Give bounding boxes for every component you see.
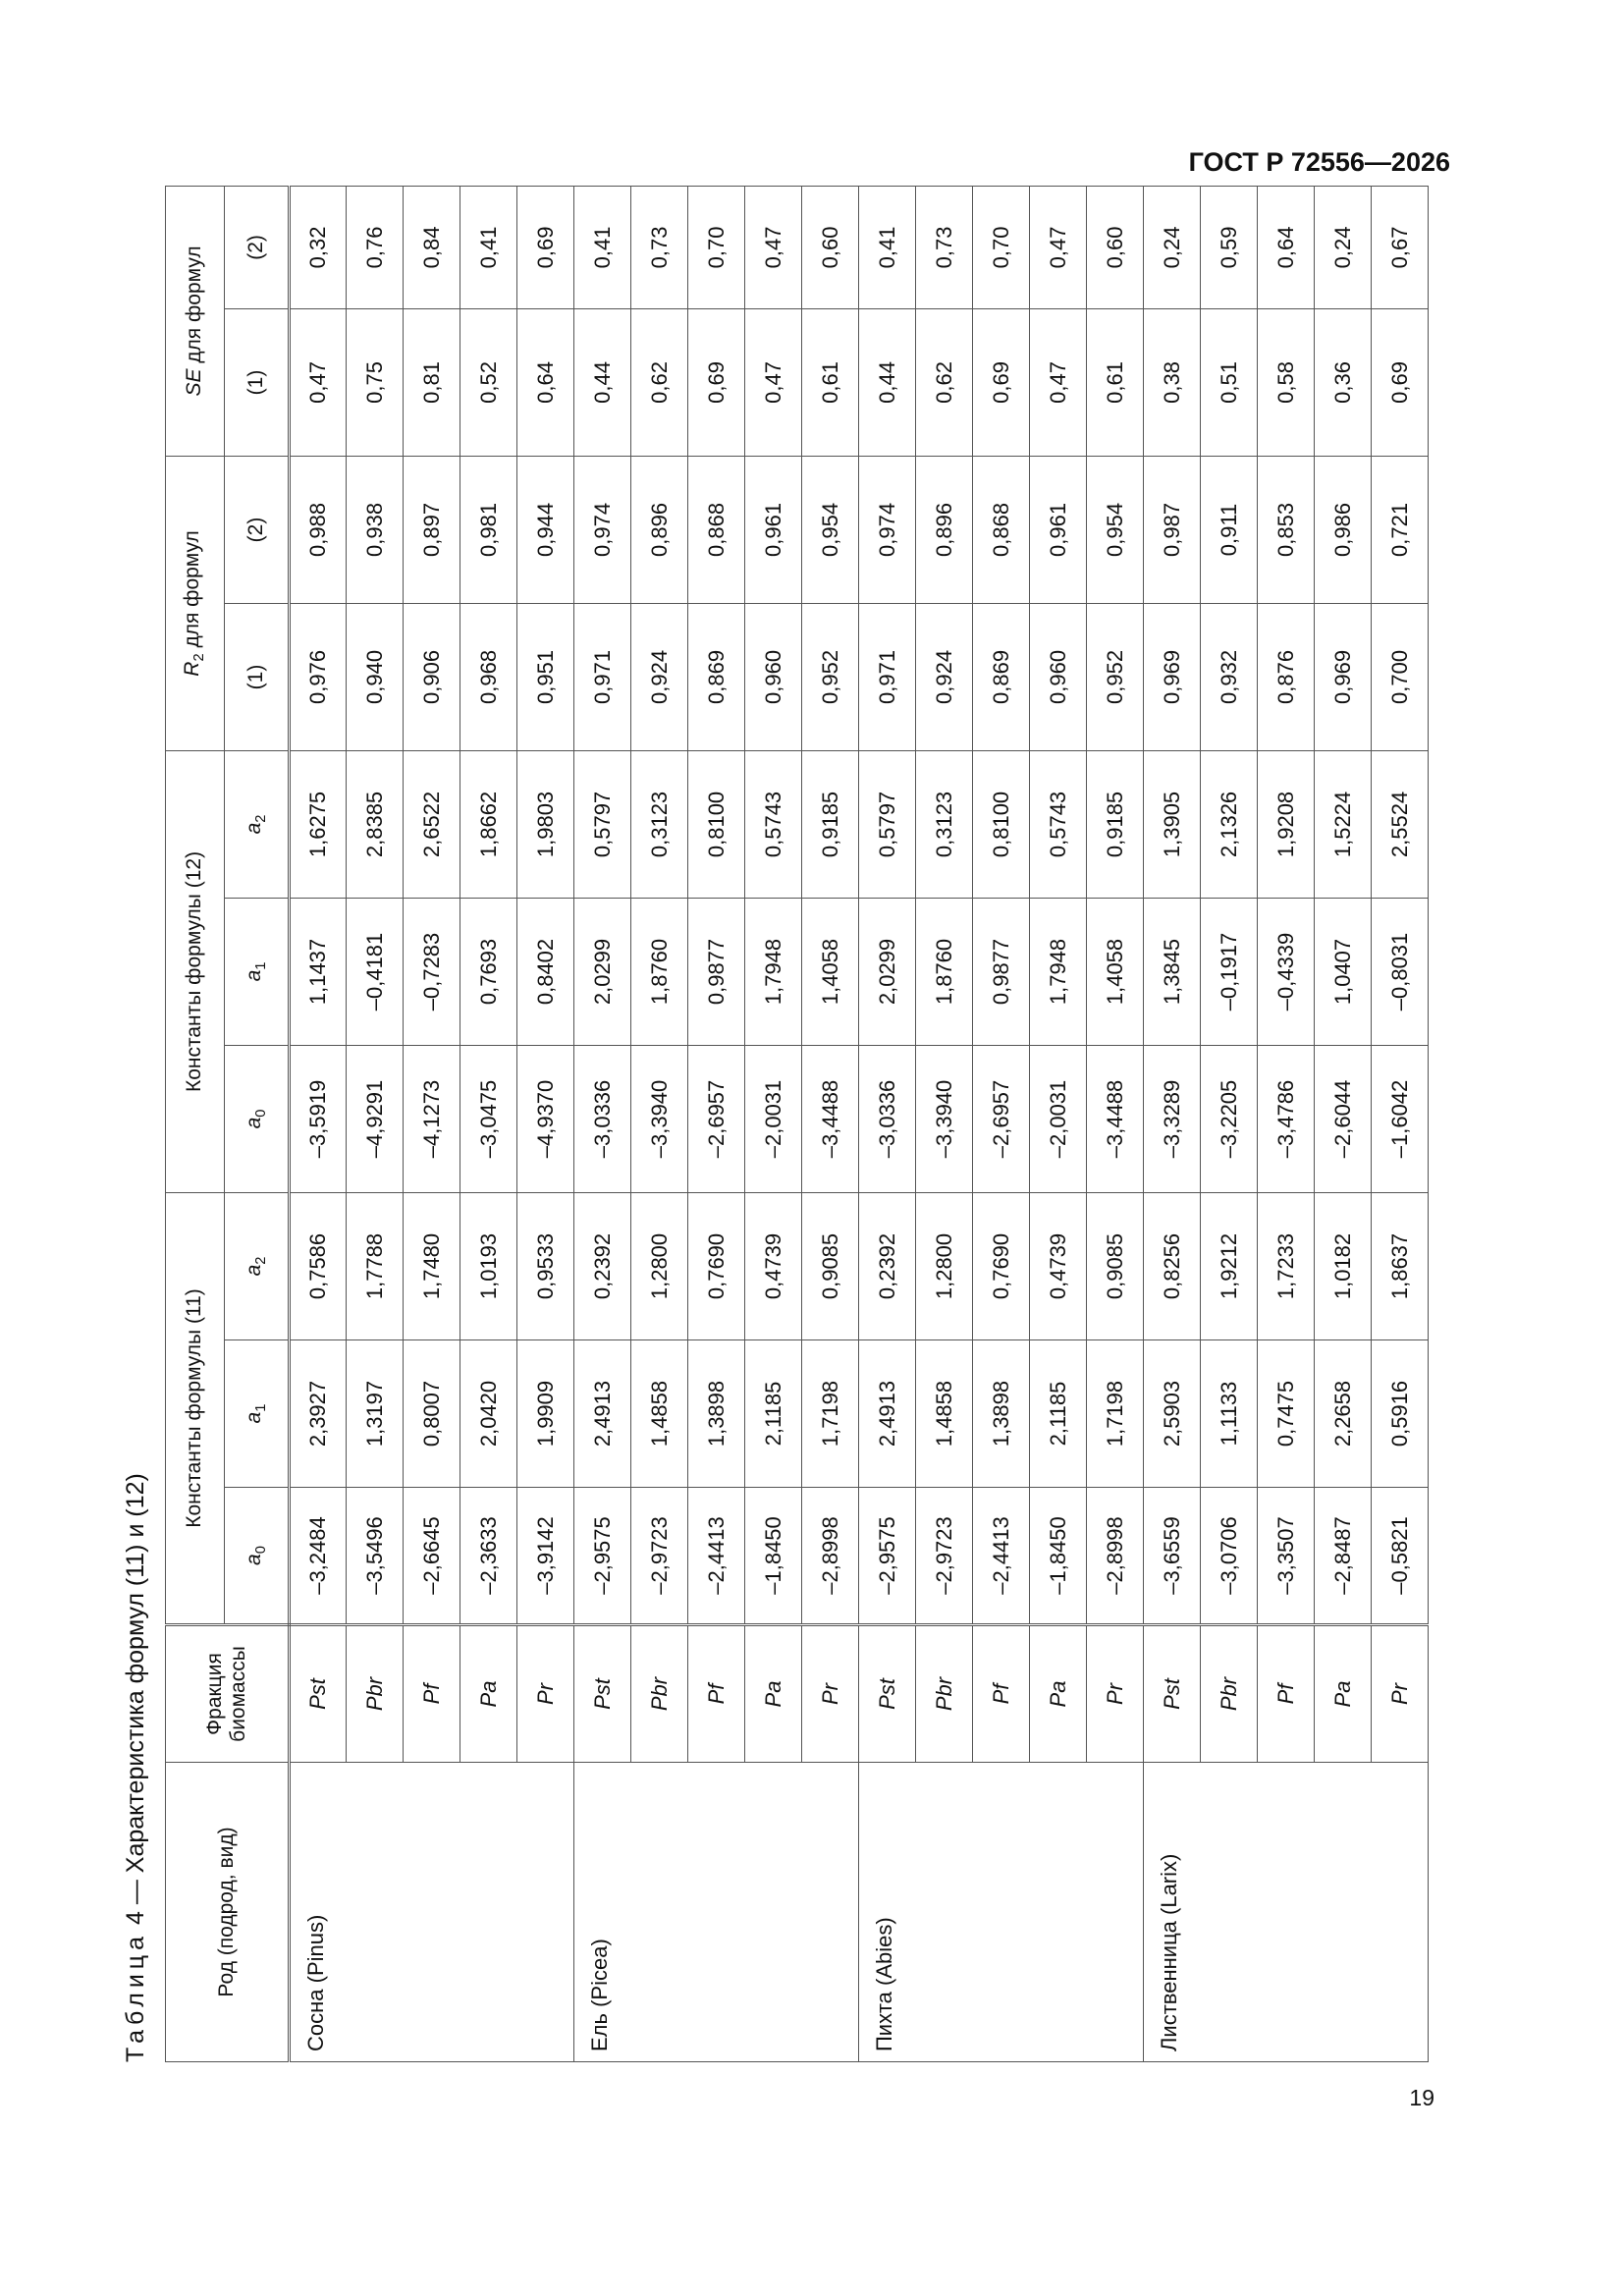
table-caption [108, 1473, 163, 2062]
a2-f12-cell: 2,5524 [1372, 750, 1429, 898]
fraction-cell: Pbr [631, 1625, 688, 1763]
se-f2-cell: 0,70 [688, 186, 745, 308]
se-f2-cell: 0,84 [404, 186, 460, 308]
se-f1-cell: 0,47 [1030, 308, 1087, 456]
a1-f12-cell: 0,9877 [973, 898, 1030, 1045]
se-f1-cell: 0,47 [745, 308, 802, 456]
a0-f12-cell: –3,3940 [631, 1045, 688, 1192]
page-number: 19 [1409, 2085, 1434, 2110]
a2-f11-cell: 1,2800 [916, 1192, 973, 1339]
a0-f12-cell: –4,1273 [404, 1045, 460, 1192]
r2-f1-cell: 0,960 [1030, 603, 1087, 750]
header-group-formula-11: Константы формулы (11) [166, 1192, 225, 1624]
a0-f12-cell: –2,0031 [745, 1045, 802, 1192]
a1-f11-cell: 2,1185 [745, 1340, 802, 1488]
r2-f2-cell: 0,961 [745, 456, 802, 603]
fraction-cell: Pa [745, 1625, 802, 1763]
fraction-cell: Pbr [916, 1625, 973, 1763]
se-f1-cell: 0,44 [859, 308, 916, 456]
r2-f1-cell: 0,951 [517, 603, 574, 750]
a2-f12-cell: 0,5797 [859, 750, 916, 898]
se-f1-cell: 0,61 [1087, 308, 1144, 456]
r2-f2-cell: 0,961 [1030, 456, 1087, 603]
se-f2-cell: 0,60 [1087, 186, 1144, 308]
a1-f11-cell: 2,1185 [1030, 1340, 1087, 1488]
a0-f12-cell: –2,6957 [973, 1045, 1030, 1192]
r2-f1-cell: 0,968 [460, 603, 517, 750]
a2-f11-cell: 1,7480 [404, 1192, 460, 1339]
r2-f1-cell: 0,940 [347, 603, 404, 750]
se-f2-cell: 0,32 [290, 186, 347, 308]
r2-f1-cell: 0,924 [916, 603, 973, 750]
r2-text: для формул [181, 530, 204, 654]
a0-f11-cell: –2,8998 [802, 1488, 859, 1625]
se-f1-cell: 0,61 [802, 308, 859, 456]
a2-f12-cell: 0,8100 [973, 750, 1030, 898]
a0-f11-cell: –2,9723 [916, 1488, 973, 1625]
a2-f11-cell: 0,2392 [574, 1192, 631, 1339]
a1-f12-cell: 1,1437 [290, 898, 347, 1045]
a1-f12-cell: 2,0299 [859, 898, 916, 1045]
a2-f12-cell: 2,1326 [1201, 750, 1258, 898]
a0-f11-cell: –2,8998 [1087, 1488, 1144, 1625]
a2-f12-cell: 0,3123 [631, 750, 688, 898]
r2-symbol: R [181, 661, 204, 677]
a0-f12-cell: –3,4488 [1087, 1045, 1144, 1192]
a0-f11-cell: –3,3507 [1258, 1488, 1315, 1625]
a2-f12-cell: 0,5743 [1030, 750, 1087, 898]
se-f2-cell: 0,73 [916, 186, 973, 308]
se-f2-cell: 0,69 [517, 186, 574, 308]
r2-f1-cell: 0,869 [973, 603, 1030, 750]
a2-f12-cell: 1,6275 [290, 750, 347, 898]
a2-f12-cell: 0,5797 [574, 750, 631, 898]
a0-f12-cell: –3,3940 [916, 1045, 973, 1192]
header-genus: Род (подрод, вид) [166, 1763, 290, 2062]
se-f2-cell: 0,47 [745, 186, 802, 308]
r2-f1-cell: 0,876 [1258, 603, 1315, 750]
r2-f1-cell: 0,869 [688, 603, 745, 750]
se-f1-cell: 0,44 [574, 308, 631, 456]
se-f2-cell: 0,60 [802, 186, 859, 308]
fraction-cell: Pf [973, 1625, 1030, 1763]
a1-f12-cell: 1,7948 [745, 898, 802, 1045]
fraction-cell: Pst [1144, 1625, 1201, 1763]
a1-f11-cell: 2,2658 [1315, 1340, 1372, 1488]
r2-f1-cell: 0,932 [1201, 603, 1258, 750]
header-fraction: Фракция биомассы [166, 1625, 290, 1763]
a2-f11-cell: 0,9085 [1087, 1192, 1144, 1339]
a1-f11-cell: 0,5916 [1372, 1340, 1429, 1488]
a2-f11-cell: 0,7586 [290, 1192, 347, 1339]
genus-cell: Сосна (Pinus) [290, 1763, 574, 2062]
a1-f11-cell: 2,0420 [460, 1340, 517, 1488]
se-f1-cell: 0,75 [347, 308, 404, 456]
a2-f12-cell: 0,8100 [688, 750, 745, 898]
se-f2-cell: 0,76 [347, 186, 404, 308]
a0-f12-cell: –3,2205 [1201, 1045, 1258, 1192]
fraction-cell: Pa [460, 1625, 517, 1763]
se-f1-cell: 0,58 [1258, 308, 1315, 456]
se-f1-cell: 0,62 [631, 308, 688, 456]
r2-f1-cell: 0,952 [802, 603, 859, 750]
a2-f11-cell: 1,9212 [1201, 1192, 1258, 1339]
se-f2-cell: 0,59 [1201, 186, 1258, 308]
a0-f12-cell: –1,6042 [1372, 1045, 1429, 1192]
a0-f12-cell: –2,6957 [688, 1045, 745, 1192]
a1-f11-cell: 2,3927 [290, 1340, 347, 1488]
a0-f12-cell: –2,6044 [1315, 1045, 1372, 1192]
r2-f1-cell: 0,971 [859, 603, 916, 750]
a2-f12-cell: 1,3905 [1144, 750, 1201, 898]
r2-subscript: 2 [191, 653, 208, 662]
header-a0-f11: $a_0$ [225, 1488, 290, 1625]
se-f2-cell: 0,67 [1372, 186, 1429, 308]
fraction-cell: Pf [404, 1625, 460, 1763]
fraction-cell: Pr [517, 1625, 574, 1763]
r2-f2-cell: 0,938 [347, 456, 404, 603]
a2-f12-cell: 0,9185 [802, 750, 859, 898]
fraction-cell: Pr [1087, 1625, 1144, 1763]
a1-f12-cell: 1,4058 [1087, 898, 1144, 1045]
header-a0-f12: $a_0$ [225, 1045, 290, 1192]
header-group-formula-12: Константы формулы (12) [166, 750, 225, 1192]
r2-f2-cell: 0,911 [1201, 456, 1258, 603]
r2-f2-cell: 0,853 [1258, 456, 1315, 603]
r2-f2-cell: 0,986 [1315, 456, 1372, 603]
document-header: ГОСТ Р 72556—2026 [1188, 147, 1450, 177]
a2-f11-cell: 0,4739 [1030, 1192, 1087, 1339]
a0-f11-cell: –2,9575 [859, 1488, 916, 1625]
a1-f11-cell: 2,4913 [574, 1340, 631, 1488]
a2-f12-cell: 2,8385 [347, 750, 404, 898]
a0-f12-cell: –3,4488 [802, 1045, 859, 1192]
a1-f11-cell: 1,3898 [973, 1340, 1030, 1488]
r2-f2-cell: 0,721 [1372, 456, 1429, 603]
a1-f12-cell: –0,8031 [1372, 898, 1429, 1045]
a2-f11-cell: 0,2392 [859, 1192, 916, 1339]
fraction-cell: Pr [1372, 1625, 1429, 1763]
a2-f12-cell: 0,5743 [745, 750, 802, 898]
a2-f11-cell: 0,9533 [517, 1192, 574, 1339]
r2-f2-cell: 0,896 [916, 456, 973, 603]
se-f2-cell: 0,47 [1030, 186, 1087, 308]
a0-f11-cell: –2,8487 [1315, 1488, 1372, 1625]
genus-cell: Пихта (Abies) [859, 1763, 1144, 2062]
header-a1-f12: $a_1$ [225, 898, 290, 1045]
a0-f11-cell: –1,8450 [745, 1488, 802, 1625]
a0-f11-cell: –2,9723 [631, 1488, 688, 1625]
a0-f11-cell: –2,4413 [973, 1488, 1030, 1625]
se-f1-cell: 0,69 [1372, 308, 1429, 456]
se-f2-cell: 0,41 [574, 186, 631, 308]
a0-f11-cell: –3,6559 [1144, 1488, 1201, 1625]
r2-f2-cell: 0,944 [517, 456, 574, 603]
header-a2-f12: $a_2$ [225, 750, 290, 898]
r2-f1-cell: 0,960 [745, 603, 802, 750]
a2-f11-cell: 0,7690 [973, 1192, 1030, 1339]
fraction-cell: Pf [688, 1625, 745, 1763]
a1-f12-cell: –0,4339 [1258, 898, 1315, 1045]
a1-f12-cell: 1,7948 [1030, 898, 1087, 1045]
table-row [574, 186, 631, 2061]
se-symbol: SE [183, 368, 206, 397]
se-f1-cell: 0,38 [1144, 308, 1201, 456]
r2-f2-cell: 0,954 [802, 456, 859, 603]
r2-f2-cell: 0,981 [460, 456, 517, 603]
se-f2-cell: 0,70 [973, 186, 1030, 308]
a0-f12-cell: –3,0336 [859, 1045, 916, 1192]
a0-f12-cell: –3,0336 [574, 1045, 631, 1192]
r2-f1-cell: 0,924 [631, 603, 688, 750]
r2-f1-cell: 0,700 [1372, 603, 1429, 750]
a2-f12-cell: 2,6522 [404, 750, 460, 898]
a2-f11-cell: 1,0182 [1315, 1192, 1372, 1339]
a1-f11-cell: 1,7198 [802, 1340, 859, 1488]
header-a2-f11: $a_2$ [225, 1192, 290, 1339]
a1-f11-cell: 1,4858 [631, 1340, 688, 1488]
a0-f11-cell: –3,5496 [347, 1488, 404, 1625]
r2-f1-cell: 0,976 [290, 603, 347, 750]
r2-f2-cell: 0,974 [859, 456, 916, 603]
a0-f12-cell: –3,5919 [290, 1045, 347, 1192]
r2-f2-cell: 0,988 [290, 456, 347, 603]
a2-f11-cell: 0,8256 [1144, 1192, 1201, 1339]
fraction-cell: Pbr [1201, 1625, 1258, 1763]
r2-f2-cell: 0,868 [973, 456, 1030, 603]
a1-f11-cell: 1,3197 [347, 1340, 404, 1488]
a2-f11-cell: 1,7233 [1258, 1192, 1315, 1339]
table-row [859, 186, 916, 2061]
se-f1-cell: 0,36 [1315, 308, 1372, 456]
a1-f11-cell: 2,5903 [1144, 1340, 1201, 1488]
genus-cell: Ель (Picea) [574, 1763, 859, 2062]
se-f2-cell: 0,24 [1315, 186, 1372, 308]
a2-f12-cell: 0,3123 [916, 750, 973, 898]
a1-f12-cell: 0,9877 [688, 898, 745, 1045]
r2-f1-cell: 0,952 [1087, 603, 1144, 750]
header-se-f1: (1) [225, 308, 290, 456]
r2-f1-cell: 0,906 [404, 603, 460, 750]
a2-f12-cell: 1,9208 [1258, 750, 1315, 898]
a1-f12-cell: –0,1917 [1201, 898, 1258, 1045]
a1-f11-cell: 1,9909 [517, 1340, 574, 1488]
r2-f2-cell: 0,897 [404, 456, 460, 603]
header-a1-f11: $a_1$ [225, 1340, 290, 1488]
se-f1-cell: 0,81 [404, 308, 460, 456]
a1-f12-cell: 1,8760 [631, 898, 688, 1045]
se-f1-cell: 0,69 [688, 308, 745, 456]
r2-f2-cell: 0,987 [1144, 456, 1201, 603]
se-f2-cell: 0,64 [1258, 186, 1315, 308]
header-se [166, 186, 225, 456]
a2-f12-cell: 1,5224 [1315, 750, 1372, 898]
table-body [290, 186, 1429, 2061]
a1-f12-cell: 2,0299 [574, 898, 631, 1045]
a1-f12-cell: 1,0407 [1315, 898, 1372, 1045]
a0-f11-cell: –2,4413 [688, 1488, 745, 1625]
r2-f2-cell: 0,954 [1087, 456, 1144, 603]
a1-f11-cell: 2,4913 [859, 1340, 916, 1488]
fraction-cell: Pst [574, 1625, 631, 1763]
a1-f12-cell: 0,7693 [460, 898, 517, 1045]
a1-f11-cell: 1,3898 [688, 1340, 745, 1488]
a2-f11-cell: 1,7788 [347, 1192, 404, 1339]
a2-f11-cell: 0,4739 [745, 1192, 802, 1339]
a0-f12-cell: –2,0031 [1030, 1045, 1087, 1192]
se-f1-cell: 0,51 [1201, 308, 1258, 456]
a1-f11-cell: 0,8007 [404, 1340, 460, 1488]
a2-f11-cell: 1,0193 [460, 1192, 517, 1339]
a2-f11-cell: 0,7690 [688, 1192, 745, 1339]
header-r2 [166, 456, 225, 750]
se-f2-cell: 0,41 [859, 186, 916, 308]
se-f1-cell: 0,64 [517, 308, 574, 456]
a0-f11-cell: –2,3633 [460, 1488, 517, 1625]
a1-f12-cell: 0,8402 [517, 898, 574, 1045]
a0-f12-cell: –3,0475 [460, 1045, 517, 1192]
se-f2-cell: 0,24 [1144, 186, 1201, 308]
a1-f11-cell: 1,4858 [916, 1340, 973, 1488]
se-f1-cell: 0,62 [916, 308, 973, 456]
a0-f12-cell: –3,3289 [1144, 1045, 1201, 1192]
table-row [290, 186, 347, 2061]
table-row [1144, 186, 1201, 2061]
fraction-cell: Pa [1315, 1625, 1372, 1763]
a1-f12-cell: 1,4058 [802, 898, 859, 1045]
fraction-cell: Pa [1030, 1625, 1087, 1763]
a0-f11-cell: –2,6645 [404, 1488, 460, 1625]
fraction-cell: Pr [802, 1625, 859, 1763]
table-caption-prefix: Таблица [122, 1931, 149, 2062]
r2-f1-cell: 0,969 [1144, 603, 1201, 750]
a0-f11-cell: –3,2484 [290, 1488, 347, 1625]
a2-f11-cell: 1,2800 [631, 1192, 688, 1339]
a2-f11-cell: 0,9085 [802, 1192, 859, 1339]
a1-f12-cell: 1,3845 [1144, 898, 1201, 1045]
a0-f11-cell: –2,9575 [574, 1488, 631, 1625]
r2-f2-cell: 0,974 [574, 456, 631, 603]
a0-f11-cell: –3,9142 [517, 1488, 574, 1625]
r2-f1-cell: 0,969 [1315, 603, 1372, 750]
biomass-formula-table [165, 186, 1429, 2062]
header-r2-f1: (1) [225, 603, 290, 750]
a2-f12-cell: 1,9803 [517, 750, 574, 898]
se-f2-cell: 0,41 [460, 186, 517, 308]
a1-f12-cell: 1,8760 [916, 898, 973, 1045]
r2-f1-cell: 0,971 [574, 603, 631, 750]
a1-f12-cell: –0,4181 [347, 898, 404, 1045]
genus-cell: Лиственница (Larix) [1144, 1763, 1429, 2062]
a2-f12-cell: 0,9185 [1087, 750, 1144, 898]
header-se-f2: (2) [225, 186, 290, 308]
a2-f12-cell: 1,8662 [460, 750, 517, 898]
fraction-cell: Pst [859, 1625, 916, 1763]
a0-f11-cell: –0,5821 [1372, 1488, 1429, 1625]
se-text: для формул [183, 246, 206, 369]
r2-f2-cell: 0,868 [688, 456, 745, 603]
a1-f11-cell: 1,7198 [1087, 1340, 1144, 1488]
header-r2-f2: (2) [225, 456, 290, 603]
a0-f11-cell: –1,8450 [1030, 1488, 1087, 1625]
a1-f11-cell: 0,7475 [1258, 1340, 1315, 1488]
a0-f12-cell: –4,9370 [517, 1045, 574, 1192]
se-f1-cell: 0,69 [973, 308, 1030, 456]
se-f2-cell: 0,73 [631, 186, 688, 308]
se-f1-cell: 0,47 [290, 308, 347, 456]
a0-f11-cell: –3,0706 [1201, 1488, 1258, 1625]
a2-f11-cell: 1,8637 [1372, 1192, 1429, 1339]
se-f1-cell: 0,52 [460, 308, 517, 456]
table-caption-text: 4 — Характеристика формул (11) и (12) [122, 1473, 149, 1926]
fraction-cell: Pst [290, 1625, 347, 1763]
rotated-table-area [108, 226, 1424, 2062]
a0-f12-cell: –4,9291 [347, 1045, 404, 1192]
a0-f12-cell: –3,4786 [1258, 1045, 1315, 1192]
a1-f12-cell: –0,7283 [404, 898, 460, 1045]
fraction-cell: Pf [1258, 1625, 1315, 1763]
fraction-cell: Pbr [347, 1625, 404, 1763]
a1-f11-cell: 1,1133 [1201, 1340, 1258, 1488]
r2-f2-cell: 0,896 [631, 456, 688, 603]
